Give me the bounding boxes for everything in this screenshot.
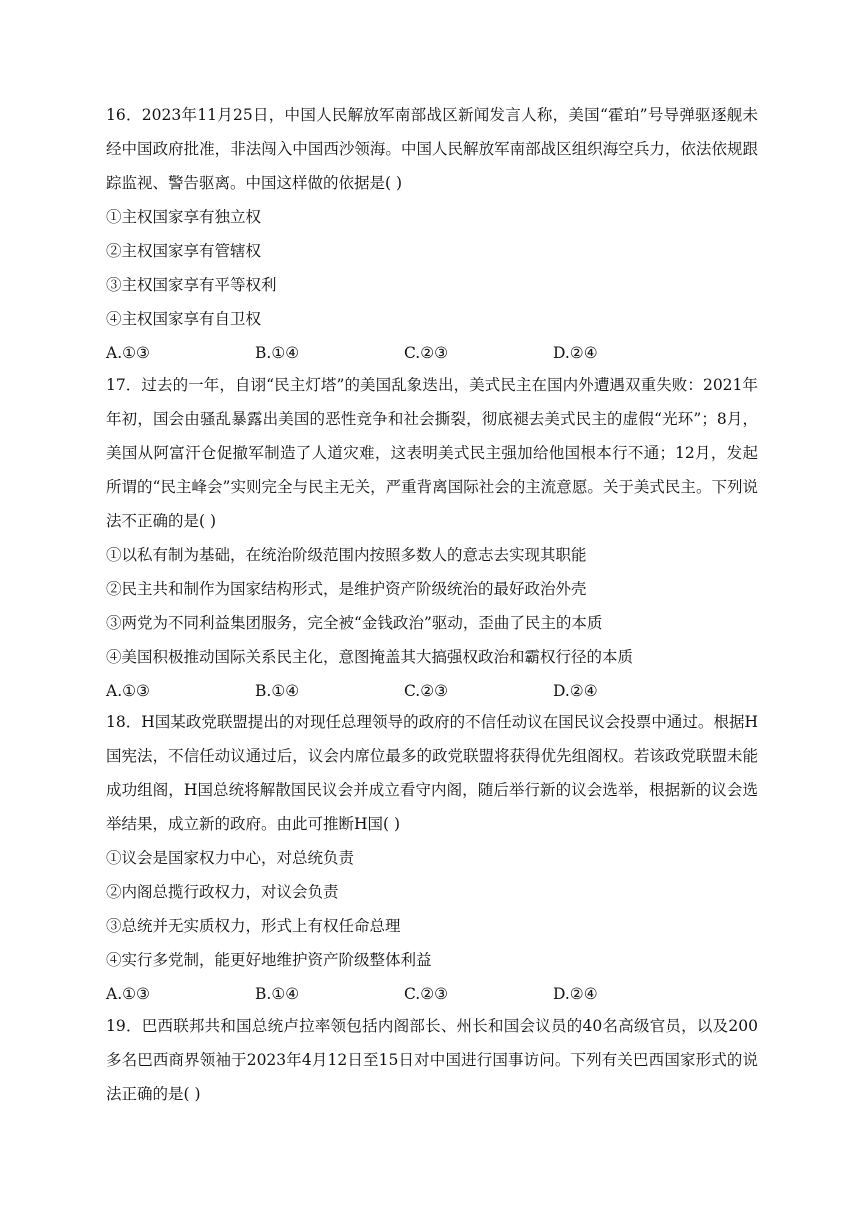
question-18 bbox=[106, 705, 758, 1011]
question-17 bbox=[106, 368, 758, 708]
statement-option: ①以私有制为基础，在统治阶级范围内按照多数人的意志去实现其职能 bbox=[106, 546, 587, 564]
choice-d: D.②④ bbox=[553, 344, 598, 362]
choice-b: B.①④ bbox=[255, 985, 300, 1003]
choice-a: A.①③ bbox=[106, 344, 150, 362]
statement-option: ②内阁总揽行政权力，对议会负责 bbox=[106, 883, 339, 901]
statement-option: ③主权国家享有平等权利 bbox=[106, 276, 277, 294]
statement-option: ②主权国家享有管辖权 bbox=[106, 242, 262, 260]
statement-option: ④主权国家享有自卫权 bbox=[106, 310, 262, 328]
question-stem: 16．2023年11月25日，中国人民解放军南部战区新闻发言人称，美国“霍珀”号导弹驱逐舰未经中国政府批准，非法闯入中国西沙领海。中国人民解放军南部战区组织海空兵力，依法依规跟踪监视、警告驱离。中国这样做的依据是( ) bbox=[106, 106, 758, 192]
choice-a: A.①③ bbox=[106, 985, 150, 1003]
question-16 bbox=[106, 98, 758, 370]
statement-option: ④实行多党制，能更好地维护资产阶级整体利益 bbox=[106, 951, 432, 969]
choice-b: B.①④ bbox=[255, 344, 300, 362]
choice-c: C.②③ bbox=[404, 682, 449, 700]
answer-choices bbox=[106, 977, 758, 1011]
choice-a: A.①③ bbox=[106, 682, 150, 700]
question-stem: 19．巴西联邦共和国总统卢拉率领包括内阁部长、州长和国会议员的40名高级官员，以及200多名巴西商界领袖于2023年4月12日至15日对中国进行国事访问。下列有关巴西国家形式的说法正确的是( ) bbox=[106, 1017, 758, 1103]
statement-option: ①主权国家享有独立权 bbox=[106, 208, 262, 226]
question-stem: 17．过去的一年，自诩“民主灯塔”的美国乱象迭出，美式民主在国内外遭遇双重失败：2021年年初，国会由骚乱暴露出美国的恶性竞争和社会撕裂，彻底褪去美式民主的虚假“光环”；8月，美国从阿富汗仓促撤军制造了人道灾难，这表明美式民主强加给他国根本行不通；12月，发起所谓的“民主峰会”实则完全与民主无关，严重背离国际社会的主流意愿。关于美式民主。下列说法不正确的是( ) bbox=[106, 376, 758, 530]
choice-d: D.②④ bbox=[553, 985, 598, 1003]
question-stem: 18．H国某政党联盟提出的对现任总理领导的政府的不信任动议在国民议会投票中通过。根据H国宪法，不信任动议通过后，议会内席位最多的政党联盟将获得优先组阁权。若该政党联盟未能成功组阁，H国总统将解散国民议会并成立看守内阁，随后举行新的议会选举，根据新的议会选举结果，成立新的政府。由此可推断H国( ) bbox=[106, 713, 758, 833]
answer-choices bbox=[106, 674, 758, 708]
statement-option: ②民主共和制作为国家结构形式，是维护资产阶级统治的最好政治外壳 bbox=[106, 580, 587, 598]
question-19 bbox=[106, 1009, 758, 1111]
choice-b: B.①④ bbox=[255, 682, 300, 700]
choice-c: C.②③ bbox=[404, 985, 449, 1003]
answer-choices bbox=[106, 336, 758, 370]
choice-d: D.②④ bbox=[553, 682, 598, 700]
choice-c: C.②③ bbox=[404, 344, 449, 362]
statement-option: ③总统并无实质权力，形式上有权任命总理 bbox=[106, 917, 401, 935]
statement-option: ③两党为不同利益集团服务，完全被“金钱政治”驱动，歪曲了民主的本质 bbox=[106, 614, 603, 632]
statement-option: ④美国积极推动国际关系民主化，意图掩盖其大搞强权政治和霸权行径的本质 bbox=[106, 648, 634, 666]
statement-option: ①议会是国家权力中心，对总统负责 bbox=[106, 849, 355, 867]
